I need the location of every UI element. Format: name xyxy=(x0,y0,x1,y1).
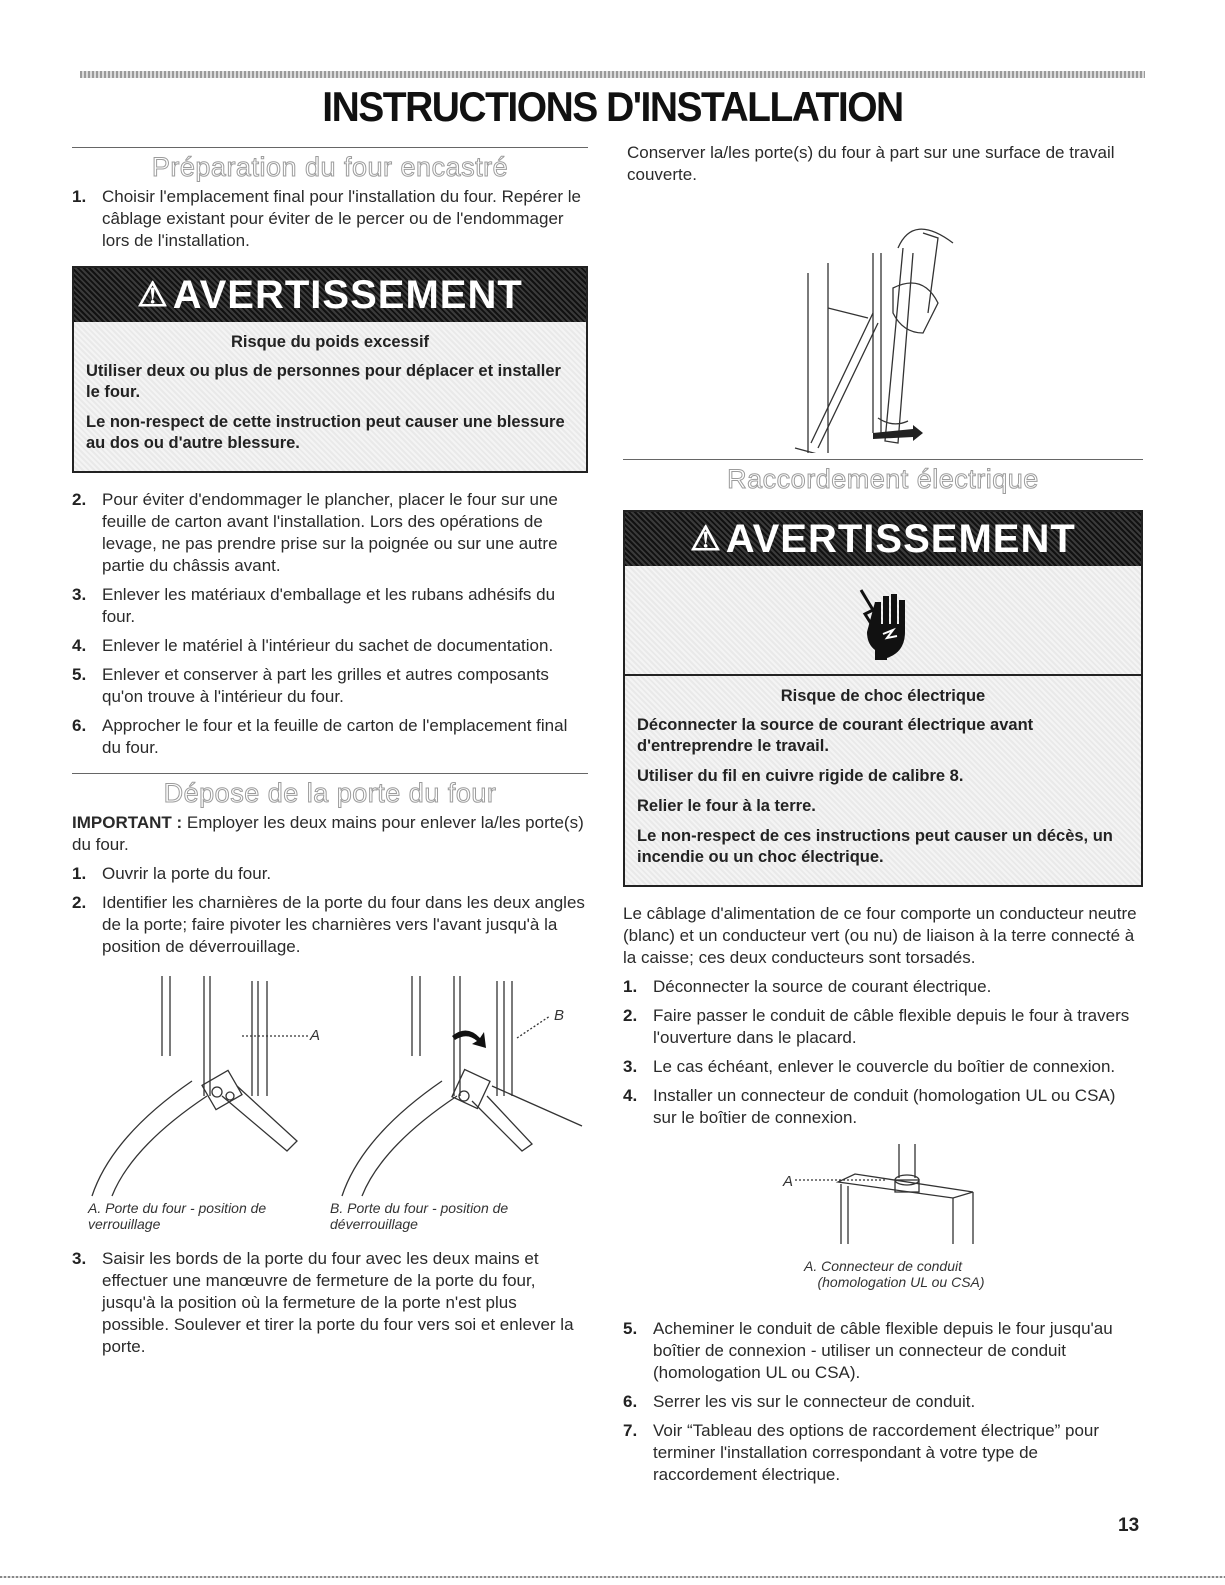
top-rule xyxy=(80,71,1145,78)
step-item xyxy=(72,489,588,577)
figure-caption-a: A. Porte du four - position de verrouillage xyxy=(88,1200,267,1232)
figure-label-a: A xyxy=(783,1173,794,1190)
warning-header-label: AVERTISSEMENT xyxy=(725,517,1076,561)
hinge-illustration xyxy=(72,966,588,1216)
step-text: Déconnecter la source de courant électrique. xyxy=(653,977,992,996)
warning-box-electric xyxy=(623,510,1143,887)
step-item xyxy=(72,863,588,885)
warning-line: Le non-respect de cette instruction peut causer une blessure au dos ou d'autre blessure. xyxy=(86,413,565,452)
step-number: 7. xyxy=(623,1421,638,1440)
bottom-rule xyxy=(0,1576,1225,1578)
step-item xyxy=(72,635,588,657)
step-number: 2. xyxy=(72,893,87,912)
step-item xyxy=(72,186,588,252)
warning-line: Utiliser deux ou plus de personnes pour déplacer et installer le four. xyxy=(86,362,561,401)
step-text: Faire passer le conduit de câble flexible depuis le four à travers l'ouverture dans le placard. xyxy=(653,1006,1130,1047)
electric-shock-hand-icon xyxy=(625,566,1141,676)
section-title-door-removal: Dépose de la porte du four xyxy=(163,778,497,808)
figure-caption-line1: A. Connecteur de conduit xyxy=(804,1258,962,1274)
warning-risk-title: Risque du poids excessif xyxy=(230,333,430,351)
section-rule xyxy=(623,459,1143,460)
step-text: Enlever et conserver à part les grilles et autres composants qu'on trouve à l'intérieur du four. xyxy=(102,665,549,706)
door-storage-illustration xyxy=(623,193,1143,453)
step-text: Enlever le matériel à l'intérieur du sachet de documentation. xyxy=(102,636,554,655)
step-number: 3. xyxy=(72,585,87,604)
step-item xyxy=(72,715,588,759)
rotation-arrow-icon xyxy=(452,1030,486,1048)
warning-line: Utiliser du fil en cuivre rigide de calibre 8. xyxy=(637,767,964,785)
warning-header xyxy=(74,268,586,322)
step-text: Installer un connecteur de conduit (homologation UL ou CSA) sur le boîtier de connexion. xyxy=(653,1086,1116,1127)
step-item xyxy=(623,1056,1143,1078)
section-title-electrical: Raccordement électrique xyxy=(727,464,1039,494)
step-text: Enlever les matériaux d'emballage et les rubans adhésifs du four. xyxy=(102,585,556,626)
step-number: 6. xyxy=(72,716,87,735)
step-number: 4. xyxy=(623,1086,638,1105)
figure-caption-b: B. Porte du four - position de déverrouillage xyxy=(330,1200,509,1232)
warning-triangle-icon: ⚠ xyxy=(137,276,169,314)
conduit-figure xyxy=(623,1136,1143,1306)
step-item xyxy=(623,1318,1143,1384)
step-text: Ouvrir la porte du four. xyxy=(102,864,272,883)
right-column xyxy=(623,142,1143,1493)
step-number: 5. xyxy=(623,1319,638,1338)
step-text: Choisir l'emplacement final pour l'installation du four. Repérer le câblage existant pour éviter de le percer ou de l'endommager lors de l'installation. xyxy=(102,187,581,250)
warning-line: Déconnecter la source de courant électrique avant d'entreprendre le travail. xyxy=(637,716,1034,755)
step-item xyxy=(72,892,588,958)
step-number: 3. xyxy=(72,1249,87,1268)
intro-paragraph: Conserver la/les porte(s) du four à part sur une surface de travail couverte. xyxy=(627,143,1115,184)
step-number: 5. xyxy=(72,665,87,684)
step-text: Acheminer le conduit de câble flexible depuis le four jusqu'au boîtier de connexion - utiliser un connecteur de conduit (homologation UL ou CSA). xyxy=(653,1319,1113,1382)
step-text: Approcher le four et la feuille de carton de l'emplacement final du four. xyxy=(102,716,568,757)
page-title: INSTRUCTIONS D'INSTALLATION xyxy=(322,84,903,131)
warning-triangle-icon: ⚠ xyxy=(690,520,722,558)
step-text: Pour éviter d'endommager le plancher, placer le four sur une feuille de carton avant l'installation. Lors des opérations de levage, ne pas prendre prise sur la poignée ou sur une autre partie du châssis avant. xyxy=(102,490,558,575)
section-title-preparation: Préparation du four encastré xyxy=(151,152,509,182)
figure-caption-line2: (homologation UL ou CSA) xyxy=(817,1274,985,1290)
section-rule xyxy=(72,773,588,774)
step-item xyxy=(72,584,588,628)
warning-risk-title: Risque de choc électrique xyxy=(780,687,986,705)
step-text: Serrer les vis sur le connecteur de conduit. xyxy=(653,1392,976,1411)
step-text: Voir “Tableau des options de raccordement électrique” pour terminer l'installation correspondant à votre type de raccordement électrique. xyxy=(653,1421,1100,1484)
warning-box-weight xyxy=(72,266,588,473)
left-column xyxy=(72,147,588,1365)
section-rule xyxy=(72,147,588,148)
step-number: 3. xyxy=(623,1057,638,1076)
step-item xyxy=(72,664,588,708)
step-text: Identifier les charnières de la porte du four dans les deux angles de la porte; faire pivoter les charnières vers l'avant jusqu'à la position de déverrouillage. xyxy=(102,893,585,956)
wiring-paragraph: Le câblage d'alimentation de ce four comporte un conducteur neutre (blanc) et un conducteur vert (ou nu) de liaison à la terre connecté à la caisse; ces deux conducteurs sont torsadés. xyxy=(623,904,1137,967)
figure-label-b: B xyxy=(554,1007,565,1024)
hinge-figure xyxy=(72,966,588,1232)
step-item xyxy=(623,976,1143,998)
step-number: 2. xyxy=(623,1006,638,1025)
step-item xyxy=(72,1248,588,1358)
step-item xyxy=(623,1420,1143,1486)
step-item xyxy=(623,1005,1143,1049)
step-item xyxy=(623,1085,1143,1129)
warning-header xyxy=(625,512,1141,566)
step-text: Le cas échéant, enlever le couvercle du boîtier de connexion. xyxy=(653,1057,1116,1076)
important-label: IMPORTANT : xyxy=(72,813,183,832)
step-item xyxy=(623,1391,1143,1413)
step-number: 1. xyxy=(72,187,87,206)
important-text: Employer les deux mains pour enlever la/les porte(s) du four. xyxy=(72,813,584,854)
step-number: 6. xyxy=(623,1392,638,1411)
warning-line: Relier le four à la terre. xyxy=(637,797,816,815)
step-number: 4. xyxy=(72,636,87,655)
conduit-illustration xyxy=(623,1136,1143,1248)
step-number: 1. xyxy=(72,864,87,883)
step-text: Saisir les bords de la porte du four avec les deux mains et effectuer une manœuvre de fermeture de la porte du four, jusqu'à la position où la fermeture de la porte n'est plus possible. Soulever et tirer la porte du four vers soi et enlever la porte. xyxy=(102,1249,574,1356)
step-number: 2. xyxy=(72,490,87,509)
warning-body xyxy=(74,322,586,471)
figure-label-a: A xyxy=(310,1027,321,1044)
warning-line: Le non-respect de ces instructions peut causer un décès, un incendie ou un choc électrique. xyxy=(637,827,1113,866)
page-number: 13 xyxy=(1118,1515,1140,1536)
warning-header-label: AVERTISSEMENT xyxy=(172,273,523,317)
step-number: 1. xyxy=(623,977,638,996)
important-note xyxy=(72,812,588,856)
warning-body xyxy=(625,676,1141,885)
